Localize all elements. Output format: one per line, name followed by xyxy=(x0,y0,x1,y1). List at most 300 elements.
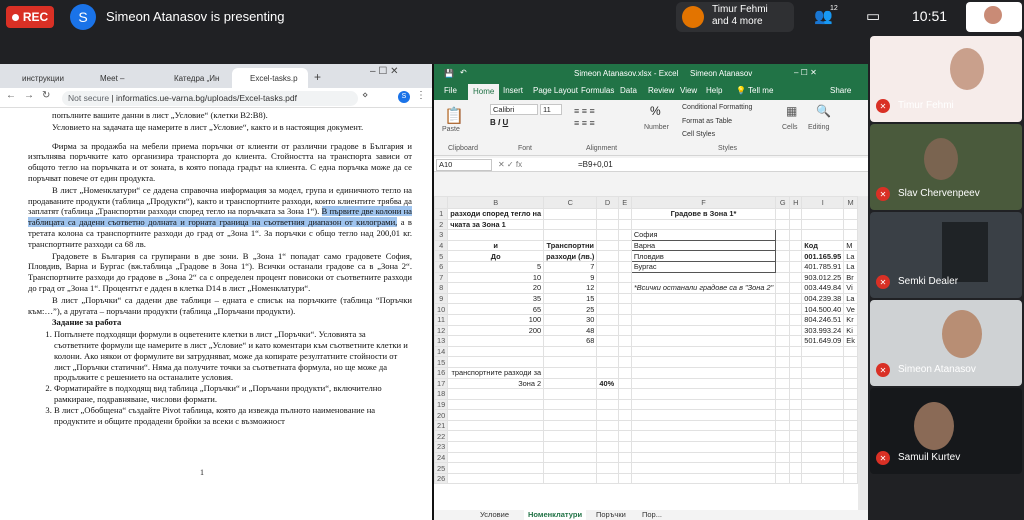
row-header[interactable]: 3 xyxy=(435,230,448,241)
row-header[interactable]: 12 xyxy=(435,325,448,336)
cell[interactable]: 68 xyxy=(544,336,597,347)
cell[interactable] xyxy=(802,442,844,453)
cell[interactable] xyxy=(597,283,618,294)
cell[interactable] xyxy=(618,378,631,389)
cell[interactable] xyxy=(790,463,802,474)
font-format-buttons[interactable]: B I U xyxy=(490,118,509,127)
cell[interactable] xyxy=(544,463,597,474)
ribbon-tab-view[interactable]: View xyxy=(680,86,698,95)
profile-avatar[interactable]: S xyxy=(398,91,410,103)
cell[interactable]: 104.500.40 xyxy=(802,304,844,315)
cell[interactable] xyxy=(790,272,802,283)
cell[interactable] xyxy=(448,442,544,453)
cell[interactable] xyxy=(448,473,544,484)
cell[interactable]: Vi xyxy=(844,283,858,294)
row-header[interactable]: 21 xyxy=(435,420,448,431)
cell[interactable]: 200 xyxy=(448,325,544,336)
cell[interactable] xyxy=(544,442,597,453)
cell[interactable] xyxy=(790,357,802,368)
cell[interactable] xyxy=(618,431,631,442)
cell[interactable]: La xyxy=(844,261,858,272)
cell[interactable] xyxy=(631,389,775,400)
cell[interactable] xyxy=(597,346,618,357)
chrome-tab-2[interactable] xyxy=(156,68,228,88)
cell[interactable] xyxy=(618,283,631,294)
cell[interactable] xyxy=(544,410,597,421)
cell[interactable] xyxy=(544,378,597,389)
cell[interactable] xyxy=(597,230,618,241)
cell[interactable] xyxy=(844,219,858,230)
cell[interactable] xyxy=(544,357,597,368)
cell[interactable] xyxy=(790,399,802,410)
cell[interactable] xyxy=(790,230,802,241)
row-header[interactable]: 17 xyxy=(435,378,448,389)
cell[interactable] xyxy=(776,442,790,453)
new-tab-icon[interactable]: + xyxy=(314,70,322,84)
cell[interactable] xyxy=(790,442,802,453)
cell[interactable] xyxy=(776,261,790,272)
cell[interactable]: Ki xyxy=(844,325,858,336)
cell[interactable] xyxy=(790,346,802,357)
cell[interactable]: и xyxy=(448,240,544,251)
chrome-tab-0[interactable] xyxy=(4,68,64,88)
cell[interactable] xyxy=(631,420,775,431)
row-header[interactable]: 20 xyxy=(435,410,448,421)
cell[interactable] xyxy=(802,346,844,357)
cell[interactable] xyxy=(448,389,544,400)
col-header[interactable]: D xyxy=(597,197,618,209)
cell[interactable] xyxy=(544,399,597,410)
cell[interactable] xyxy=(802,452,844,463)
col-header[interactable]: F xyxy=(631,197,775,209)
cell[interactable] xyxy=(597,463,618,474)
cell[interactable] xyxy=(631,346,775,357)
cell[interactable] xyxy=(618,336,631,347)
cell[interactable] xyxy=(618,399,631,410)
cell[interactable] xyxy=(790,378,802,389)
sheet-tab-poruchki[interactable]: Поръчки xyxy=(596,510,626,519)
row-header[interactable]: 25 xyxy=(435,463,448,474)
cell[interactable] xyxy=(790,325,802,336)
cell[interactable]: 001.165.95 xyxy=(802,251,844,262)
sheet-tab-por[interactable]: Пор... xyxy=(642,510,662,519)
cell[interactable] xyxy=(631,272,775,283)
cell[interactable]: Бургас xyxy=(631,261,775,272)
cell[interactable] xyxy=(776,336,790,347)
cell[interactable] xyxy=(631,442,775,453)
cell[interactable]: 10 xyxy=(448,272,544,283)
cell[interactable]: 25 xyxy=(544,304,597,315)
cell[interactable]: *Всички останали градове са в "Зона 2" xyxy=(631,283,775,294)
cell[interactable] xyxy=(631,314,775,325)
cell[interactable] xyxy=(790,473,802,484)
row-header[interactable]: 4 xyxy=(435,240,448,251)
cell[interactable] xyxy=(790,431,802,442)
cell[interactable] xyxy=(618,442,631,453)
cell[interactable] xyxy=(776,283,790,294)
cell[interactable] xyxy=(844,473,858,484)
cell[interactable]: чката за Зона 1 xyxy=(448,219,544,230)
conditional-formatting-button[interactable] xyxy=(682,104,752,111)
cell[interactable] xyxy=(790,293,802,304)
cell[interactable] xyxy=(544,452,597,463)
cell[interactable] xyxy=(597,473,618,484)
cell[interactable] xyxy=(597,399,618,410)
ribbon-tab-home[interactable]: Home xyxy=(468,84,499,100)
cell[interactable] xyxy=(618,240,631,251)
cell[interactable]: 30 xyxy=(544,314,597,325)
cell[interactable] xyxy=(544,230,597,241)
formula-input[interactable]: =B9+0,01 xyxy=(578,160,613,169)
cell[interactable] xyxy=(597,240,618,251)
row-header[interactable]: 7 xyxy=(435,272,448,283)
col-header[interactable]: H xyxy=(790,197,802,209)
cell[interactable]: 40% xyxy=(597,378,618,389)
cell[interactable] xyxy=(844,389,858,400)
cell[interactable]: M xyxy=(844,240,858,251)
cell[interactable] xyxy=(597,304,618,315)
cell[interactable] xyxy=(790,314,802,325)
cell[interactable] xyxy=(802,357,844,368)
chrome-tab-3[interactable] xyxy=(232,68,308,88)
cell[interactable]: 5 xyxy=(448,261,544,272)
cell[interactable] xyxy=(618,389,631,400)
cell[interactable] xyxy=(544,367,597,378)
cell[interactable] xyxy=(544,209,597,220)
forward-icon[interactable]: → xyxy=(24,90,34,101)
cell[interactable] xyxy=(448,346,544,357)
cell[interactable] xyxy=(776,325,790,336)
cell[interactable] xyxy=(844,452,858,463)
cell[interactable] xyxy=(790,251,802,262)
cell[interactable] xyxy=(790,304,802,315)
cell[interactable] xyxy=(802,378,844,389)
row-header[interactable]: 6 xyxy=(435,261,448,272)
cell[interactable] xyxy=(597,367,618,378)
cell-styles-button[interactable] xyxy=(682,131,715,138)
cell[interactable]: Градове в Зона 1* xyxy=(631,209,775,220)
cell[interactable] xyxy=(448,463,544,474)
cell[interactable] xyxy=(618,357,631,368)
cell[interactable]: Варна xyxy=(631,240,775,251)
tell-me[interactable]: 💡 Tell me xyxy=(736,86,774,95)
vertical-scrollbar[interactable] xyxy=(858,196,868,510)
cell[interactable] xyxy=(631,325,775,336)
window-controls[interactable]: – ☐ ✕ xyxy=(794,68,817,77)
cell[interactable] xyxy=(631,293,775,304)
cell[interactable] xyxy=(618,463,631,474)
row-header[interactable]: 2 xyxy=(435,219,448,230)
cell[interactable] xyxy=(844,378,858,389)
cell[interactable] xyxy=(776,473,790,484)
cells-icon[interactable]: ▦ xyxy=(786,104,798,118)
cell[interactable] xyxy=(618,346,631,357)
cell[interactable] xyxy=(802,410,844,421)
cell[interactable] xyxy=(631,378,775,389)
cell[interactable] xyxy=(790,410,802,421)
cell[interactable] xyxy=(790,367,802,378)
cell[interactable] xyxy=(618,452,631,463)
cell[interactable] xyxy=(448,431,544,442)
cell[interactable] xyxy=(544,420,597,431)
extension-icon[interactable]: ⋄ xyxy=(362,90,369,101)
people-icon[interactable]: 👥 xyxy=(814,8,833,25)
cell[interactable] xyxy=(631,463,775,474)
cell[interactable] xyxy=(631,399,775,410)
reload-icon[interactable]: ↻ xyxy=(42,90,51,101)
cell[interactable] xyxy=(802,230,844,241)
cell[interactable] xyxy=(597,251,618,262)
cell[interactable]: La xyxy=(844,293,858,304)
cell[interactable]: Зона 2 xyxy=(448,378,544,389)
ribbon-tab-data[interactable]: Data xyxy=(620,86,637,95)
row-header[interactable]: 13 xyxy=(435,336,448,347)
cell[interactable] xyxy=(776,219,790,230)
cell[interactable] xyxy=(776,410,790,421)
cell[interactable] xyxy=(802,399,844,410)
cell[interactable]: 004.239.38 xyxy=(802,293,844,304)
cell[interactable] xyxy=(776,272,790,283)
cell[interactable] xyxy=(776,452,790,463)
editing-icon[interactable]: 🔍 xyxy=(816,104,831,118)
cell[interactable] xyxy=(776,431,790,442)
cell[interactable]: 003.449.84 xyxy=(802,283,844,294)
undo-icon[interactable]: ↶ xyxy=(460,68,467,77)
cell[interactable] xyxy=(844,209,858,220)
cell[interactable] xyxy=(618,304,631,315)
cell[interactable] xyxy=(597,325,618,336)
cell[interactable] xyxy=(802,389,844,400)
cell[interactable]: 35 xyxy=(448,293,544,304)
cell[interactable]: 48 xyxy=(544,325,597,336)
col-header[interactable]: I xyxy=(802,197,844,209)
row-header[interactable]: 22 xyxy=(435,431,448,442)
cell[interactable] xyxy=(790,420,802,431)
cell[interactable] xyxy=(802,431,844,442)
cell[interactable] xyxy=(776,209,790,220)
chat-icon[interactable]: ▭ xyxy=(866,8,881,25)
row-header[interactable]: 8 xyxy=(435,283,448,294)
window-controls[interactable]: – ☐ ✕ xyxy=(370,66,399,77)
cell[interactable] xyxy=(776,304,790,315)
cell[interactable] xyxy=(776,378,790,389)
cell[interactable]: 501.649.09 xyxy=(802,336,844,347)
sheet-tab-nomenklaturi[interactable]: Номенклатури xyxy=(524,510,586,520)
cell[interactable] xyxy=(618,209,631,220)
cell[interactable]: транспортните разходи за xyxy=(448,367,544,378)
cell[interactable] xyxy=(776,314,790,325)
cell[interactable]: разходи според тегло на xyxy=(448,209,544,220)
cell[interactable] xyxy=(618,219,631,230)
cell[interactable]: Ek xyxy=(844,336,858,347)
cell[interactable]: Ve xyxy=(844,304,858,315)
alignment-buttons[interactable]: ≡ ≡ ≡ xyxy=(574,106,595,116)
row-header[interactable]: 19 xyxy=(435,399,448,410)
cell[interactable] xyxy=(631,219,775,230)
cell[interactable] xyxy=(597,261,618,272)
cell[interactable] xyxy=(790,389,802,400)
name-box[interactable]: A10 xyxy=(436,159,492,171)
cell[interactable] xyxy=(776,463,790,474)
cell[interactable]: Kr xyxy=(844,314,858,325)
cell[interactable]: 903.012.25 xyxy=(802,272,844,283)
cell[interactable] xyxy=(448,410,544,421)
cell[interactable] xyxy=(844,431,858,442)
col-header[interactable]: E xyxy=(618,197,631,209)
cell[interactable] xyxy=(631,367,775,378)
alignment-buttons-2[interactable]: ≡ ≡ ≡ xyxy=(574,118,595,128)
cell[interactable] xyxy=(544,473,597,484)
cell[interactable] xyxy=(618,410,631,421)
percent-icon[interactable]: % xyxy=(650,104,661,118)
cell[interactable] xyxy=(618,367,631,378)
ribbon-tab-file[interactable]: File xyxy=(444,86,457,95)
format-as-table-button[interactable] xyxy=(682,118,732,125)
corner-cell[interactable] xyxy=(435,197,448,209)
cell[interactable]: 15 xyxy=(544,293,597,304)
cell[interactable] xyxy=(790,240,802,251)
cell[interactable] xyxy=(618,325,631,336)
cell[interactable]: До xyxy=(448,251,544,262)
cell[interactable] xyxy=(790,283,802,294)
paste-icon[interactable]: 📋 xyxy=(444,108,464,125)
cell[interactable] xyxy=(618,251,631,262)
cell[interactable] xyxy=(776,346,790,357)
cell[interactable] xyxy=(776,251,790,262)
cell[interactable] xyxy=(844,410,858,421)
cell[interactable] xyxy=(776,367,790,378)
cell[interactable]: 7 xyxy=(544,261,597,272)
cell[interactable] xyxy=(597,389,618,400)
cell[interactable]: 303.993.24 xyxy=(802,325,844,336)
cell[interactable] xyxy=(597,420,618,431)
row-header[interactable]: 16 xyxy=(435,367,448,378)
url-field[interactable]: Not secure | informatics.ue-varna.bg/uploads/Excel-tasks.pdf xyxy=(62,91,358,106)
cell[interactable]: 9 xyxy=(544,272,597,283)
row-header[interactable]: 23 xyxy=(435,442,448,453)
cell[interactable] xyxy=(618,314,631,325)
cell[interactable] xyxy=(631,304,775,315)
cell[interactable] xyxy=(844,357,858,368)
cell[interactable] xyxy=(544,389,597,400)
cell[interactable] xyxy=(802,473,844,484)
cell[interactable]: разходи (лв.) xyxy=(544,251,597,262)
cell[interactable] xyxy=(790,452,802,463)
cell[interactable] xyxy=(544,431,597,442)
cell[interactable] xyxy=(448,399,544,410)
cell[interactable] xyxy=(618,420,631,431)
cell[interactable] xyxy=(597,219,618,230)
sheet-tab-uslovie[interactable]: Условие xyxy=(480,510,509,519)
save-icon[interactable]: 💾 xyxy=(444,69,454,78)
cell[interactable] xyxy=(544,219,597,230)
cell[interactable] xyxy=(448,336,544,347)
cell[interactable] xyxy=(844,463,858,474)
cell[interactable] xyxy=(618,293,631,304)
row-header[interactable]: 1 xyxy=(435,209,448,220)
cell[interactable] xyxy=(597,336,618,347)
font-name-select[interactable]: Calibri xyxy=(490,104,538,115)
ribbon-tab-review[interactable]: Review xyxy=(648,86,675,95)
cell[interactable] xyxy=(631,452,775,463)
cell[interactable] xyxy=(631,473,775,484)
ribbon-tab-insert[interactable]: Insert xyxy=(503,86,524,95)
cell[interactable] xyxy=(597,293,618,304)
cell[interactable] xyxy=(448,230,544,241)
cell[interactable] xyxy=(844,230,858,241)
ribbon-tab-page-layout[interactable]: Page Layout xyxy=(533,86,578,95)
cell[interactable]: 20 xyxy=(448,283,544,294)
cell[interactable] xyxy=(597,431,618,442)
cell[interactable] xyxy=(790,219,802,230)
cell[interactable]: 100 xyxy=(448,314,544,325)
cell[interactable]: La xyxy=(844,251,858,262)
cell[interactable] xyxy=(802,367,844,378)
cell[interactable] xyxy=(790,261,802,272)
row-header[interactable]: 10 xyxy=(435,304,448,315)
cell[interactable] xyxy=(790,336,802,347)
cell[interactable] xyxy=(631,431,775,442)
cell[interactable] xyxy=(631,410,775,421)
cell[interactable]: Br xyxy=(844,272,858,283)
cell[interactable] xyxy=(597,209,618,220)
cell[interactable] xyxy=(790,209,802,220)
cell[interactable] xyxy=(802,420,844,431)
cell[interactable]: 804.246.51 xyxy=(802,314,844,325)
cell[interactable] xyxy=(776,357,790,368)
cell[interactable] xyxy=(631,357,775,368)
cell[interactable] xyxy=(597,272,618,283)
cell[interactable] xyxy=(448,452,544,463)
cell[interactable]: Транспортни xyxy=(544,240,597,251)
cell[interactable]: 65 xyxy=(448,304,544,315)
row-header[interactable]: 11 xyxy=(435,314,448,325)
cell[interactable] xyxy=(776,230,790,241)
ribbon-tab-help[interactable]: Help xyxy=(706,86,723,95)
cell[interactable] xyxy=(597,410,618,421)
cell[interactable]: Код xyxy=(802,240,844,251)
cell[interactable] xyxy=(618,473,631,484)
cell[interactable] xyxy=(802,209,844,220)
back-icon[interactable]: ← xyxy=(6,90,16,101)
cell[interactable] xyxy=(776,240,790,251)
ribbon-tab-formulas[interactable]: Formulas xyxy=(581,86,615,95)
cell[interactable]: 12 xyxy=(544,283,597,294)
row-header[interactable]: 15 xyxy=(435,357,448,368)
menu-icon[interactable]: ⋮ xyxy=(416,90,426,101)
row-header[interactable]: 5 xyxy=(435,251,448,262)
col-header[interactable]: G xyxy=(776,197,790,209)
cell[interactable] xyxy=(844,399,858,410)
row-header[interactable]: 9 xyxy=(435,293,448,304)
cell[interactable] xyxy=(802,463,844,474)
row-header[interactable]: 18 xyxy=(435,389,448,400)
cell[interactable] xyxy=(844,346,858,357)
cell[interactable] xyxy=(597,452,618,463)
cell[interactable] xyxy=(776,399,790,410)
cell[interactable] xyxy=(597,442,618,453)
col-header[interactable]: B xyxy=(448,197,544,209)
cell[interactable] xyxy=(618,230,631,241)
col-header[interactable]: M xyxy=(844,197,858,209)
cell[interactable] xyxy=(802,219,844,230)
row-header[interactable]: 24 xyxy=(435,452,448,463)
cell[interactable]: 401.785.91 xyxy=(802,261,844,272)
cell[interactable] xyxy=(776,389,790,400)
chrome-tab-1[interactable] xyxy=(82,68,152,88)
spreadsheet-grid[interactable] xyxy=(434,196,858,510)
font-size-select[interactable]: 11 xyxy=(540,104,562,115)
